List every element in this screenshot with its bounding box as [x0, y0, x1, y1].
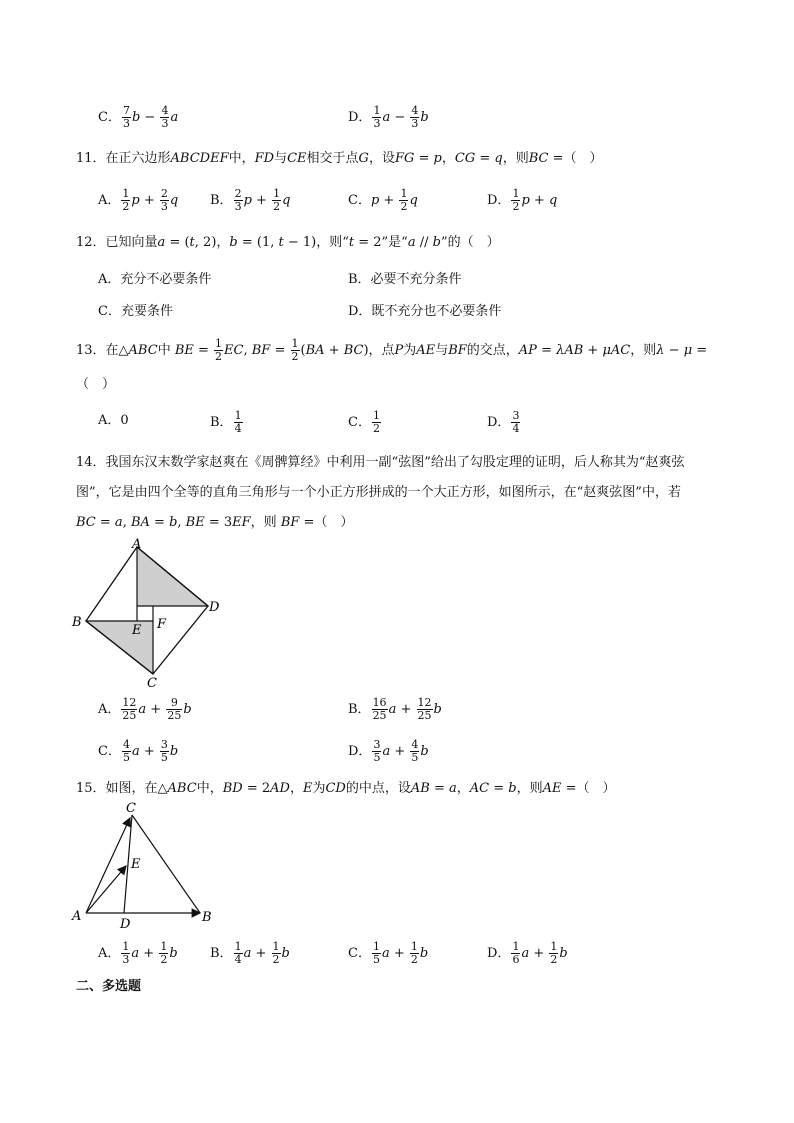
q12-option-c: C．充要条件: [98, 304, 173, 319]
q11-option-d: D． $\frac{1}{2}$ p + q: [487, 187, 558, 213]
label-c: C: [147, 676, 157, 688]
q14-stem-line3: BC = a, BA = b, BE = 3EF，则 BF =（ ）: [76, 515, 354, 530]
label-d: D: [120, 917, 131, 932]
label-b: B: [202, 910, 212, 925]
q13-stem-tail: （ ）: [76, 377, 116, 392]
q15-option-d: D． $\frac{1}{6}$ a + $\frac{1}{2}$ b: [487, 940, 568, 966]
label-e: E: [131, 857, 141, 872]
q14-option-d: D． $\frac{3}{5}$ a + $\frac{4}{5}$ b: [348, 738, 429, 764]
label-a: A: [72, 909, 82, 924]
label-e: E: [132, 623, 142, 638]
q12-option-d: D．既不充分也不必要条件: [348, 304, 502, 319]
q11-stem: 11．在正六边形ABCDEF中，FD与CE相交于点G，设FG = p，CG = q，则BC =（ ）: [76, 151, 603, 166]
q13-option-b: B． $\frac{1}{4}$: [210, 409, 242, 435]
q11-option-c: C．p + $\frac{1}{2}$ q: [348, 187, 418, 213]
q14-stem-line2: 图”，它是由四个全等的直角三角形与一个小正方形拼成的一个大正方形，如图所示，在“赵爽弦图”中，若: [76, 485, 681, 500]
q15-option-a: A． $\frac{1}{3}$ a + $\frac{1}{2}$ b: [98, 940, 178, 966]
label-b: B: [72, 615, 82, 630]
q15-figure-triangle: [70, 800, 220, 932]
label-f: F: [157, 617, 167, 632]
q13-option-c: C． $\frac{1}{2}$: [348, 409, 380, 435]
q13-option-a: A．0: [98, 413, 129, 428]
q11-option-b: B． $\frac{2}{3}$ p + $\frac{1}{2}$ q: [210, 187, 291, 213]
q14-figure-zhaoshuang-diagram: [70, 538, 230, 688]
q14-stem-line1: 14．我国东汉末数学家赵爽在《周髀算经》中利用一副“弦图”给出了勾股定理的证明，后人称其为“赵爽弦: [76, 455, 685, 470]
q15-option-c: C． $\frac{1}{5}$ a + $\frac{1}{2}$ b: [348, 940, 429, 966]
q12-option-a: A．充分不必要条件: [98, 272, 212, 287]
label-c: C: [126, 801, 136, 816]
q12-stem: 12．已知向量a = (t, 2)，b = (1, t − 1)，则“t = 2”是“a // b”的（ ）: [76, 235, 500, 250]
q13-stem: 13．在△ABC中 BE = $\frac{1}{2}$ EC, BF = $\frac{1}{2}$ (BA + BC)，点P为AE与BF的交点，AP = λAB + μAC，则λ − μ =: [76, 337, 708, 363]
q12-option-b: B．必要不充分条件: [348, 272, 462, 287]
q14-option-a: A． $\frac{12}{25}$ a + $\frac{9}{25}$ b: [98, 696, 192, 722]
q13-option-d: D． $\frac{3}{4}$: [487, 409, 520, 435]
q14-option-c: C． $\frac{4}{5}$ a + $\frac{3}{5}$ b: [98, 738, 179, 764]
q10-option-c: C． $\frac{7}{3}$ b − $\frac{4}{3}$ a: [98, 104, 179, 130]
q11-option-a: A． $\frac{1}{2}$ p + $\frac{2}{3}$ q: [98, 187, 179, 213]
q15-stem: 15．如图，在△ABC中，BD = 2AD，E为CD的中点，设AB = a，AC = b，则AE =（ ）: [76, 781, 616, 796]
q15-option-b: B． $\frac{1}{4}$ a + $\frac{1}{2}$ b: [210, 940, 290, 966]
q10-option-d: D． $\frac{1}{3}$ a − $\frac{4}{3}$ b: [348, 104, 429, 130]
section-title: 二、多选题: [76, 979, 142, 994]
q14-option-b: B． $\frac{16}{25}$ a + $\frac{12}{25}$ b: [348, 696, 442, 722]
label-d: D: [209, 600, 220, 615]
label-a: A: [132, 538, 142, 552]
